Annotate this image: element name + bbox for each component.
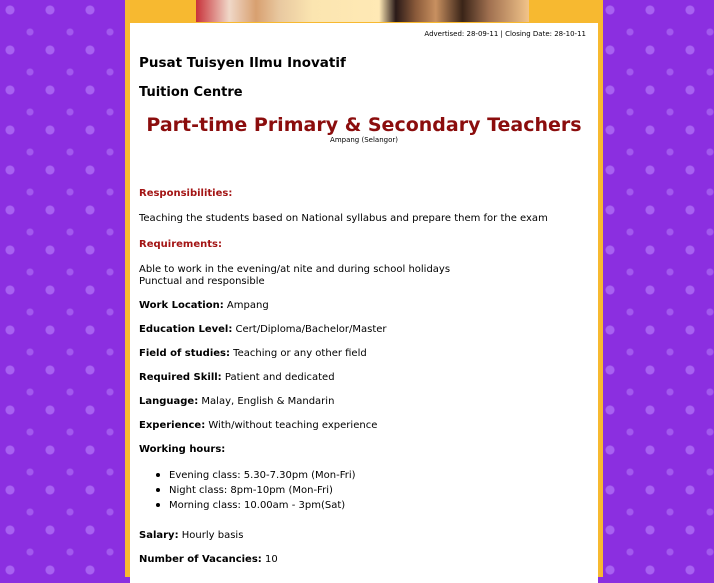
- list-item: Night class: 8pm-10pm (Mon-Fri): [156, 483, 356, 498]
- bullet-icon: [156, 488, 160, 492]
- field-experience: Experience: With/without teaching experience: [139, 420, 378, 431]
- field-field-of-studies: Field of studies: Teaching or any other field: [139, 348, 367, 359]
- requirements-line: Punctual and responsible: [139, 276, 265, 287]
- field-salary: Salary: Hourly basis: [139, 530, 244, 541]
- list-item: Morning class: 10.00am - 3pm(Sat): [156, 498, 356, 513]
- list-item: Evening class: 5.30-7.30pm (Mon-Fri): [156, 468, 356, 483]
- job-posting-card: [130, 23, 598, 583]
- field-work-location: Work Location: Ampang: [139, 300, 269, 311]
- field-vacancies: Number of Vacancies: 10: [139, 554, 278, 565]
- working-hours-list: [156, 468, 356, 513]
- job-title: Part-time Primary & Secondary Teachers: [146, 114, 582, 136]
- page-frame: [125, 0, 603, 577]
- working-hours-heading: Working hours:: [139, 444, 226, 455]
- field-language: Language: Malay, English & Mandarin: [139, 396, 335, 407]
- header-banner-image: [196, 0, 529, 22]
- company-name: Pusat Tuisyen Ilmu Inovatif: [139, 55, 346, 71]
- field-required-skill: Required Skill: Patient and dedicated: [139, 372, 335, 383]
- responsibilities-heading: Responsibilities:: [139, 188, 233, 199]
- field-education-level: Education Level: Cert/Diploma/Bachelor/Master: [139, 324, 387, 335]
- bullet-icon: [156, 503, 160, 507]
- requirements-heading: Requirements:: [139, 239, 222, 250]
- responsibilities-text: Teaching the students based on National syllabus and prepare them for the exam: [139, 213, 548, 224]
- posting-dates: Advertised: 28-09-11 | Closing Date: 28-10-11: [424, 30, 586, 38]
- job-location: Ampang (Selangor): [330, 136, 398, 144]
- requirements-line: Able to work in the evening/at nite and during school holidays: [139, 264, 451, 275]
- company-category: Tuition Centre: [139, 85, 243, 100]
- bullet-icon: [156, 473, 160, 477]
